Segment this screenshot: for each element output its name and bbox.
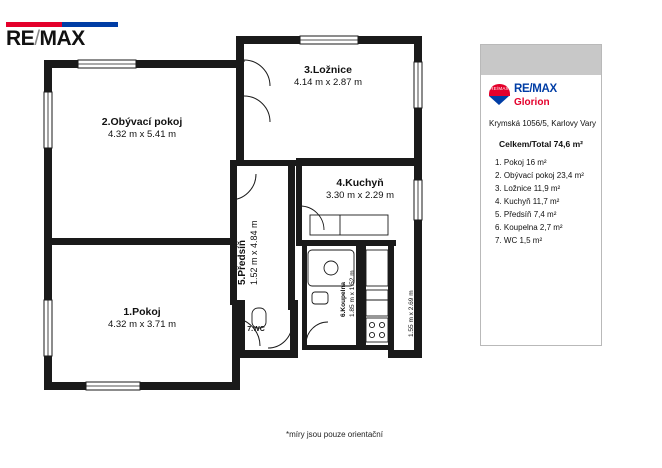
room-dims: 4.32 m x 3.71 m <box>107 319 177 331</box>
room-name: 5.Předsíň <box>237 239 248 285</box>
room-name: 4.Kuchyň <box>336 177 384 189</box>
legend-panel <box>480 44 602 346</box>
agency-address: Krymská 1056/5, Karlovy Vary <box>489 119 597 128</box>
room-name: 1.Pokoj <box>123 306 161 318</box>
balcony-dimension <box>400 247 418 337</box>
legend-item: 6. Koupelna 2,7 m² <box>495 222 563 232</box>
legend-grey-band <box>481 45 601 75</box>
legend-item: 3. Ložnice 11,9 m² <box>495 183 561 193</box>
room-dims-predsin <box>244 165 262 285</box>
remax-logo-slash: / <box>34 27 40 50</box>
agency-branch: Glorion <box>514 97 550 108</box>
legend-item: 7. WC 1,5 m² <box>495 235 543 245</box>
room-label-wc <box>238 325 274 334</box>
room-label-kuchyn <box>300 176 420 203</box>
room-name: 2.Obývací pokoj <box>101 116 183 128</box>
room-dims-koupelna <box>341 247 359 317</box>
room-dims: 1.52 m x 4.84 m <box>249 220 259 285</box>
room-name: 6.Koupelna <box>340 281 347 317</box>
legend-item: 2. Obývací pokoj 23,4 m² <box>495 170 584 180</box>
balloon-top <box>489 84 510 96</box>
room-dims: 4.14 m x 2.87 m <box>293 77 363 89</box>
remax-logo-text-right: MAX <box>39 27 85 50</box>
room-dims: 1.85 m x 1.52 m <box>349 270 356 317</box>
room-dims: 4.32 m x 5.41 m <box>107 129 177 141</box>
room-label-pokoj <box>62 305 222 332</box>
legend-item: 5. Předsíň 7,4 m² <box>495 209 557 219</box>
room-dims: 1.55 m x 2.69 m <box>408 290 415 337</box>
room-label-loznice <box>248 63 408 90</box>
legend-item: 1. Pokoj 16 m² <box>495 158 547 167</box>
room-name: 3.Ložnice <box>304 64 352 76</box>
room-label-obyvaci-pokoj <box>62 115 222 142</box>
remax-logo-text-left: RE <box>6 27 35 50</box>
balloon-bottom <box>489 96 509 105</box>
room-name: 7.WC <box>247 326 265 333</box>
legend-item: 4. Kuchyň 11,7 m² <box>495 196 560 206</box>
balloon-text: RE/MAX <box>490 86 509 91</box>
total-area-label: Celkem/Total 74,6 m² <box>499 139 583 149</box>
room-dims: 3.30 m x 2.29 m <box>325 190 395 202</box>
remax-balloon-icon <box>489 84 510 105</box>
legend-items-list <box>495 157 601 248</box>
agency-name: RE/MAX <box>514 83 557 95</box>
plan-footnote: *míry jsou pouze orientační <box>286 430 383 439</box>
agency-logo <box>489 83 593 113</box>
